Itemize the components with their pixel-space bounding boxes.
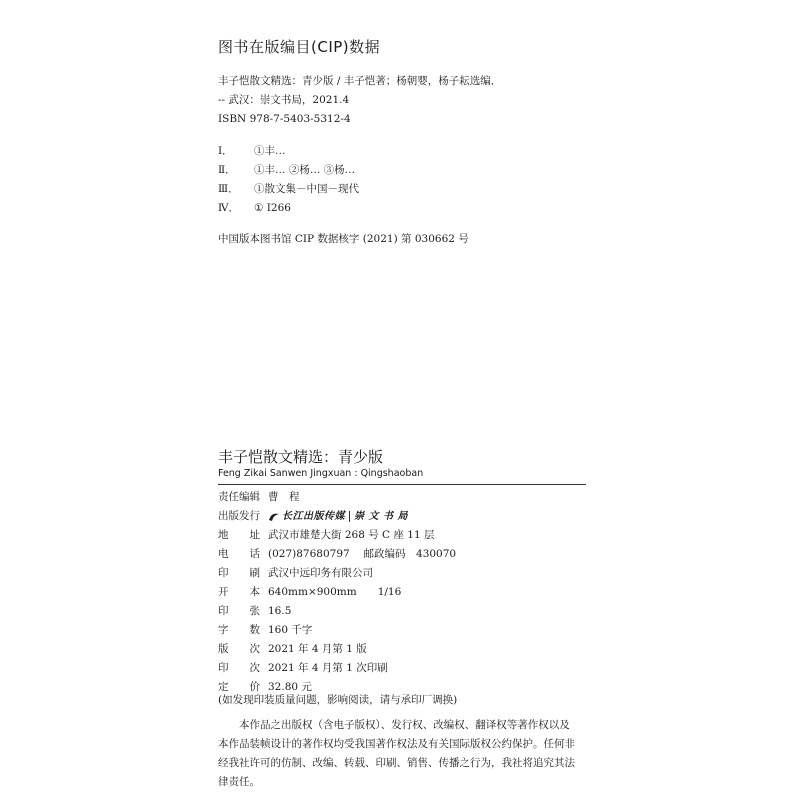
info-label: 电 话	[218, 548, 260, 560]
info-row-editor	[218, 488, 456, 507]
copyright-line: 本作品之出版权（含电子版权）、发行权、改编权、翻译权等著作权以及	[239, 719, 570, 731]
info-row-address	[218, 526, 456, 545]
info-label: 地 址	[218, 529, 260, 541]
classification-number: Ⅳ．	[218, 202, 239, 214]
publisher-group-name: 长江出版传媒	[282, 511, 345, 522]
info-row-printer	[218, 564, 456, 583]
classification-text: ①丰…	[254, 145, 286, 157]
book-title-pinyin: Feng Zikai Sanwen Jingxuan : Qingshaoban	[218, 468, 424, 479]
info-label: 字 数	[218, 624, 260, 636]
cip-line-isbn: ISBN 978-7-5403-5312-4	[218, 113, 351, 125]
cip-record	[218, 72, 501, 129]
quality-notice: (如发现印装质量问题，影响阅读，请与承印厂调换)	[218, 694, 458, 706]
info-label: 开 本	[218, 586, 260, 598]
info-label: 出版发行	[218, 510, 260, 522]
info-value: 武汉中远印务有限公司	[268, 567, 373, 579]
info-label: 责任编辑	[218, 491, 260, 503]
info-value: 16.5	[268, 605, 292, 617]
logo-separator	[349, 511, 350, 522]
info-label: 印 张	[218, 605, 260, 617]
copyright-line: 本作品装帧设计的著作权均受我国著作权法及有关国际版权公约保护。任何非	[218, 738, 575, 750]
info-row-publisher	[218, 507, 456, 526]
classification-number: Ⅱ．	[218, 164, 236, 176]
classification-text: ①丰… ②杨… ③杨…	[254, 164, 356, 176]
classification-row	[218, 199, 359, 218]
info-value: (027)87680797 邮政编码 430070	[268, 548, 457, 560]
info-value: 640mm×900mm 1/16	[268, 586, 402, 598]
info-value: 2021 年 4 月第 1 版	[268, 643, 367, 655]
copyright-line: 律责任。	[218, 776, 260, 788]
info-label: 印 次	[218, 662, 260, 674]
info-value: 2021 年 4 月第 1 次印刷	[268, 662, 388, 674]
classification-number: Ⅰ．	[218, 145, 233, 157]
classification-row	[218, 180, 359, 199]
cip-line-title: 丰子恺散文精选：青少版 / 丰子恺著；杨朝婴，杨子耘选编．	[218, 75, 502, 87]
copyright-statement	[218, 716, 590, 792]
book-title: 丰子恺散文精选：青少版	[218, 448, 384, 466]
info-row-edition	[218, 640, 456, 659]
info-row-word-count	[218, 621, 456, 640]
cip-classification	[218, 142, 359, 218]
publisher-logo-icon	[268, 512, 280, 522]
classification-row	[218, 142, 359, 161]
classification-row	[218, 161, 359, 180]
divider-line	[218, 484, 586, 485]
cip-line-publisher: -- 武汉：崇文书局，2021.4	[218, 94, 350, 106]
classification-text: ①散文集－中国－现代	[254, 183, 359, 195]
info-value: 曹 程	[268, 491, 300, 503]
classification-number: Ⅲ．	[218, 183, 239, 195]
publisher-logo	[268, 507, 408, 526]
classification-text: ① I266	[254, 202, 291, 214]
copyright-line: 经我社许可的仿制、改编、转载、印刷、销售、传播之行为，我社将追究其法	[218, 757, 575, 769]
info-value: 32.80 元	[268, 681, 312, 693]
cip-verification-number: 中国版本图书馆 CIP 数据核字 (2021) 第 030662 号	[218, 233, 469, 245]
publication-info	[218, 488, 456, 697]
info-label: 版 次	[218, 643, 260, 655]
info-label: 印 刷	[218, 567, 260, 579]
info-row-format	[218, 583, 456, 602]
info-value: 武汉市雄楚大街 268 号 C 座 11 层	[268, 529, 435, 541]
cip-heading: 图书在版编目(CIP)数据	[218, 38, 381, 56]
info-row-sheets	[218, 602, 456, 621]
publisher-imprint-name: 崇 文 书 局	[354, 511, 408, 522]
info-row-printing	[218, 659, 456, 678]
info-label: 定 价	[218, 681, 260, 693]
info-row-phone	[218, 545, 456, 564]
info-value: 160 千字	[268, 624, 313, 636]
